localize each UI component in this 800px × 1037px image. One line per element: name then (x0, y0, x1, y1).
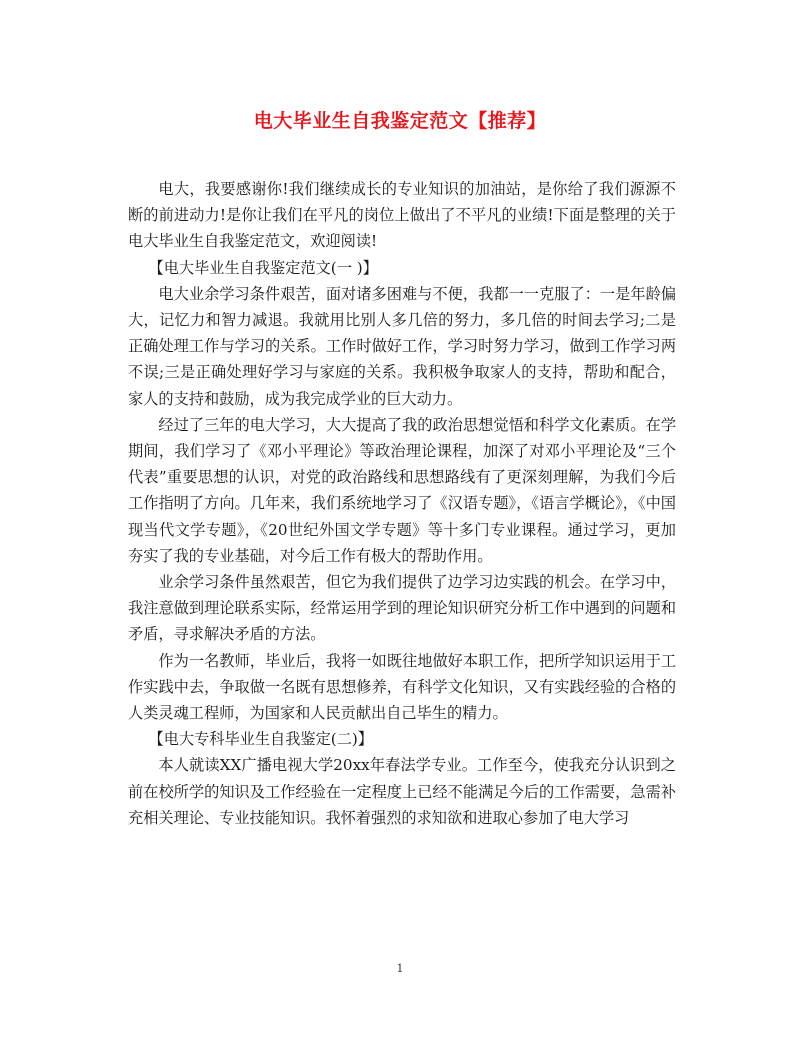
document-title: 电大毕业生自我鉴定范文【推荐】 (253, 110, 547, 132)
paragraph: 作为一名教师，毕业后，我将一如既往地做好本职工作，把所学知识运用于工作实践中去，争取做一名既有思想修养，有科学文化知识，又有实践经验的合格的人类灵魂工程师，为国家和人民贡献出自己毕生的精力。 (128, 651, 676, 723)
section-heading-2: 【电大专科毕业生自我鉴定(二)】 (148, 730, 373, 749)
paragraph: 电大业余学习条件艰苦，面对诸多困难与不便，我都一一克服了：一是年龄偏大，记忆力和智力减退。我就用比别人多几倍的努力，多几倍的时间去学习;二是正确处理工作与学习的关系。工作时做好工作，学习时努力学习，做到工作学习两不误;三是正确处理好学习与家庭的关系。我积极争取家人的支持，帮助和配合，家人的支持和鼓励，成为我完成学业的巨大动力。 (128, 284, 676, 408)
paragraph: 经过了三年的电大学习，大大提高了我的政治思想觉悟和科学文化素质。在学期间，我们学习了《邓小平理论》等政治理论课程，加深了对邓小平理论及“三个代表”重要思想的认识，对党的政治路线和思想路线有了更深刻理解，为我们今后工作指明了方向。几年来，我们系统地学习了《汉语专题》，《语言学概论》，《中国现当代文学专题》，《20世纪外国文学专题》等十多门专业课程。通过学习，更加夯实了我的专业基础，对今后工作有极大的帮助作用。 (128, 415, 676, 565)
document-body (128, 176, 676, 831)
section-heading-1: 【电大毕业生自我鉴定范文(一 )】 (148, 258, 378, 277)
page-number: 1 (396, 962, 404, 975)
intro-paragraph: 电大，我要感谢你!我们继续成长的专业知识的加油站，是你给了我们源源不断的前进动力!是你让我们在平凡的岗位上做出了不平凡的业绩!下面是整理的关于电大毕业生自我鉴定范文，欢迎阅读! (128, 180, 676, 251)
paragraph: 本人就读XX广播电视大学20xx年春法学专业。工作至今，使我充分认识到之前在校所学的知识及工作经验在一定程度上已经不能满足今后的工作需要，急需补充相关理论、专业技能知识。我怀着强烈的求知欲和进取心参加了电大学习 (128, 756, 676, 827)
paragraph: 业余学习条件虽然艰苦，但它为我们提供了边学习边实践的机会。在学习中，我注意做到理论联系实际，经常运用学到的理论知识研究分析工作中遇到的问题和矛盾，寻求解决矛盾的方法。 (128, 573, 676, 644)
